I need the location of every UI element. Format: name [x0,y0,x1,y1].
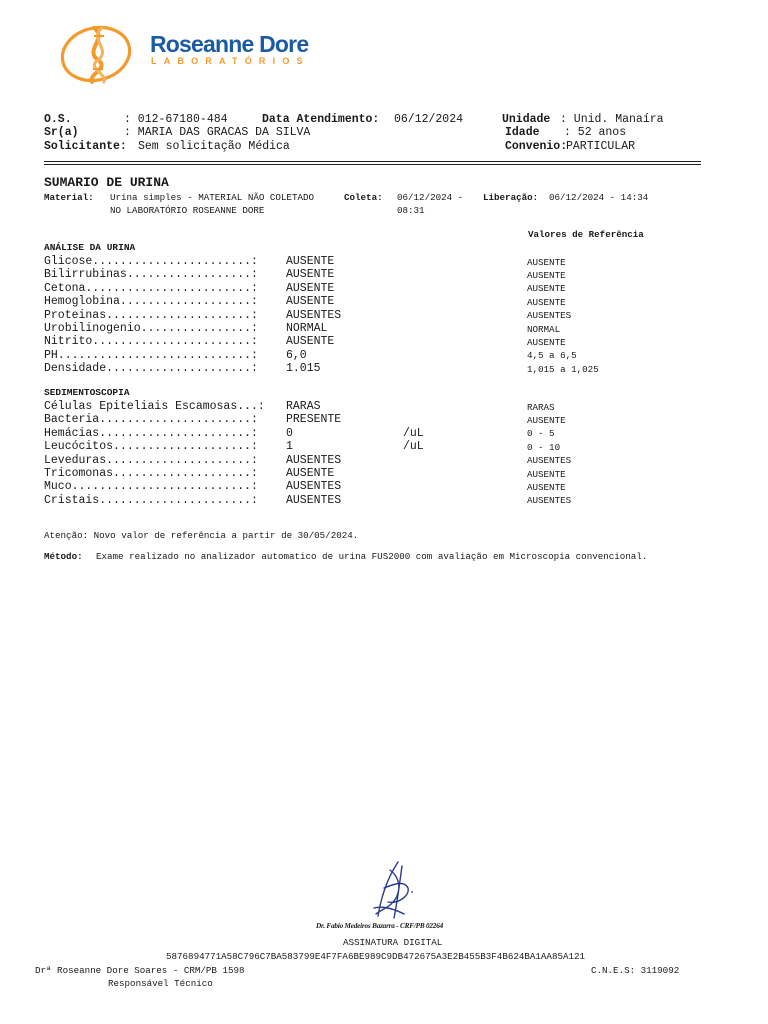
result-label: Densidade.....................: [44,362,258,376]
digital-signature-label: ASSINATURA DIGITAL [343,937,443,948]
reference-value: AUSENTES [527,455,572,467]
result-label: Cetona........................: [44,281,258,295]
convenio-value: PARTICULAR [566,140,636,153]
header-divider [44,161,701,162]
os-label: O.S. [44,113,72,126]
reference-value: 4,5 a 6,5 [527,350,577,362]
result-value: AUSENTE [286,255,335,268]
result-label: Células Epiteliais Escamosas...: [44,400,265,413]
section-title-sedimentoscopia: SEDIMENTOSCOPIA [44,387,130,398]
exam-title: SUMARIO DE URINA [44,175,169,190]
result-label: Hemácias......................: [44,426,258,440]
result-label: Tricomonas....................: [44,467,258,480]
idade-label: Idade [505,126,540,139]
result-label: PH............................: [44,348,258,362]
reference-value: AUSENTE [527,336,566,348]
result-label: Nitrito.......................: [44,335,258,349]
result-value: AUSENTE [286,295,335,309]
result-label: Bilirrubinas..................: [44,268,258,282]
responsible-role: Responsável Técnico [108,978,213,989]
reference-value: 1,015 a 1,025 [527,363,599,375]
reference-value: AUSENTES [527,495,572,507]
brand-name: Roseanne Dore [150,31,309,57]
result-value: NORMAL [286,322,328,335]
brand-subtitle: LABORATÓRIOS [151,56,310,66]
coleta-value-line1: 06/12/2024 - [397,192,464,203]
result-value: AUSENTES [286,308,342,322]
result-label: Urobilinogenio................: [44,322,258,335]
reference-values-header: Valores de Referência [528,229,644,240]
handwritten-signature [368,858,420,922]
data-atendimento-value: 06/12/2024 [394,113,464,126]
result-value: AUSENTE [286,281,335,295]
result-label: Cristais......................: [44,493,258,507]
result-label: Proteinas.....................: [44,308,258,322]
result-value: AUSENTE [286,467,335,480]
liberacao-label: Liberação: [483,192,539,203]
result-value: AUSENTE [286,268,335,282]
reference-value: AUSENTE [527,269,566,281]
unidade-label: Unidade [502,113,551,126]
reference-value: AUSENTE [527,414,566,426]
result-label: Muco..........................: [44,480,258,494]
result-value: 1 [286,440,293,454]
material-label: Material: [44,192,94,203]
patient-name: : MARIA DAS GRACAS DA SILVA [124,126,311,139]
responsible-doctor: Drª Roseanne Dore Soares - CRM/PB 1598 [35,965,245,976]
result-value: AUSENTES [286,480,342,494]
unidade-value: : Unid. Manaíra [560,113,664,126]
sr-label: Sr(a) [44,126,79,139]
result-value: AUSENTES [286,493,342,507]
result-label: Bacteria......................: [44,413,258,427]
reference-value: AUSENTES [527,310,572,322]
method-label: Método: [44,551,83,562]
idade-value: : 52 anos [564,126,627,139]
material-value-line2: NO LABORATÓRIO ROSEANNE DORE [110,205,265,216]
liberacao-value: 06/12/2024 - 14:34 [549,192,649,203]
result-value: PRESENTE [286,413,342,427]
signer-name: Dr. Fabio Medeiros Bazarra - CRF/PB 02264 [316,922,443,930]
reference-value: NORMAL [527,323,561,335]
reference-value: AUSENTE [527,283,566,295]
section-title-analise: ANÁLISE DA URINA [44,242,136,253]
reference-value: RARAS [527,401,555,413]
result-label: Hemoglobina...................: [44,295,258,309]
header-divider-second [44,164,701,165]
result-value: 0 [286,426,293,440]
reference-value: AUSENTE [527,468,566,480]
coleta-label: Coleta: [344,192,383,203]
cnes-number: C.N.E.S: 3119092 [591,965,680,976]
material-value-line1: Urina simples - MATERIAL NÃO COLETADO [110,192,314,203]
os-value: : 012-67180-484 [124,113,228,126]
result-label: Leveduras.....................: [44,453,258,467]
reference-value: AUSENTE [527,481,566,493]
result-value: 6,0 [286,348,307,362]
coleta-value-line2: 08:31 [397,205,425,216]
solicitante-value: Sem solicitação Médica [138,140,290,153]
method-text: Exame realizado no analizador automatico de urina FUS2000 com avaliação em Microscopia convencional. [96,551,648,562]
result-unit: /uL [403,426,424,440]
result-unit: /uL [403,440,424,454]
result-value: 1.015 [286,362,321,376]
reference-value: 0 - 5 [527,428,555,440]
reference-value: 0 - 10 [527,441,561,453]
solicitante-label: Solicitante: [44,140,127,153]
dna-emblem-icon [58,22,135,86]
attention-note: Atenção: Novo valor de referência a partir de 30/05/2024. [44,530,359,541]
result-value: AUSENTE [286,335,335,349]
reference-value: AUSENTE [527,256,566,268]
data-atendimento-label: Data Atendimento: [262,113,380,126]
result-label: Glicose.......................: [44,255,258,268]
signature-hash: 5876894771A58C796C7BA583799E4F7FA6BE989C9DB472675A3E2B455B3F4B624BA1AA85A121 [166,951,586,962]
convenio-label: Convenio: [505,140,568,153]
result-value: RARAS [286,400,321,413]
result-label: Leucócitos....................: [44,440,258,454]
result-value: AUSENTES [286,453,342,467]
reference-value: AUSENTE [527,296,566,308]
